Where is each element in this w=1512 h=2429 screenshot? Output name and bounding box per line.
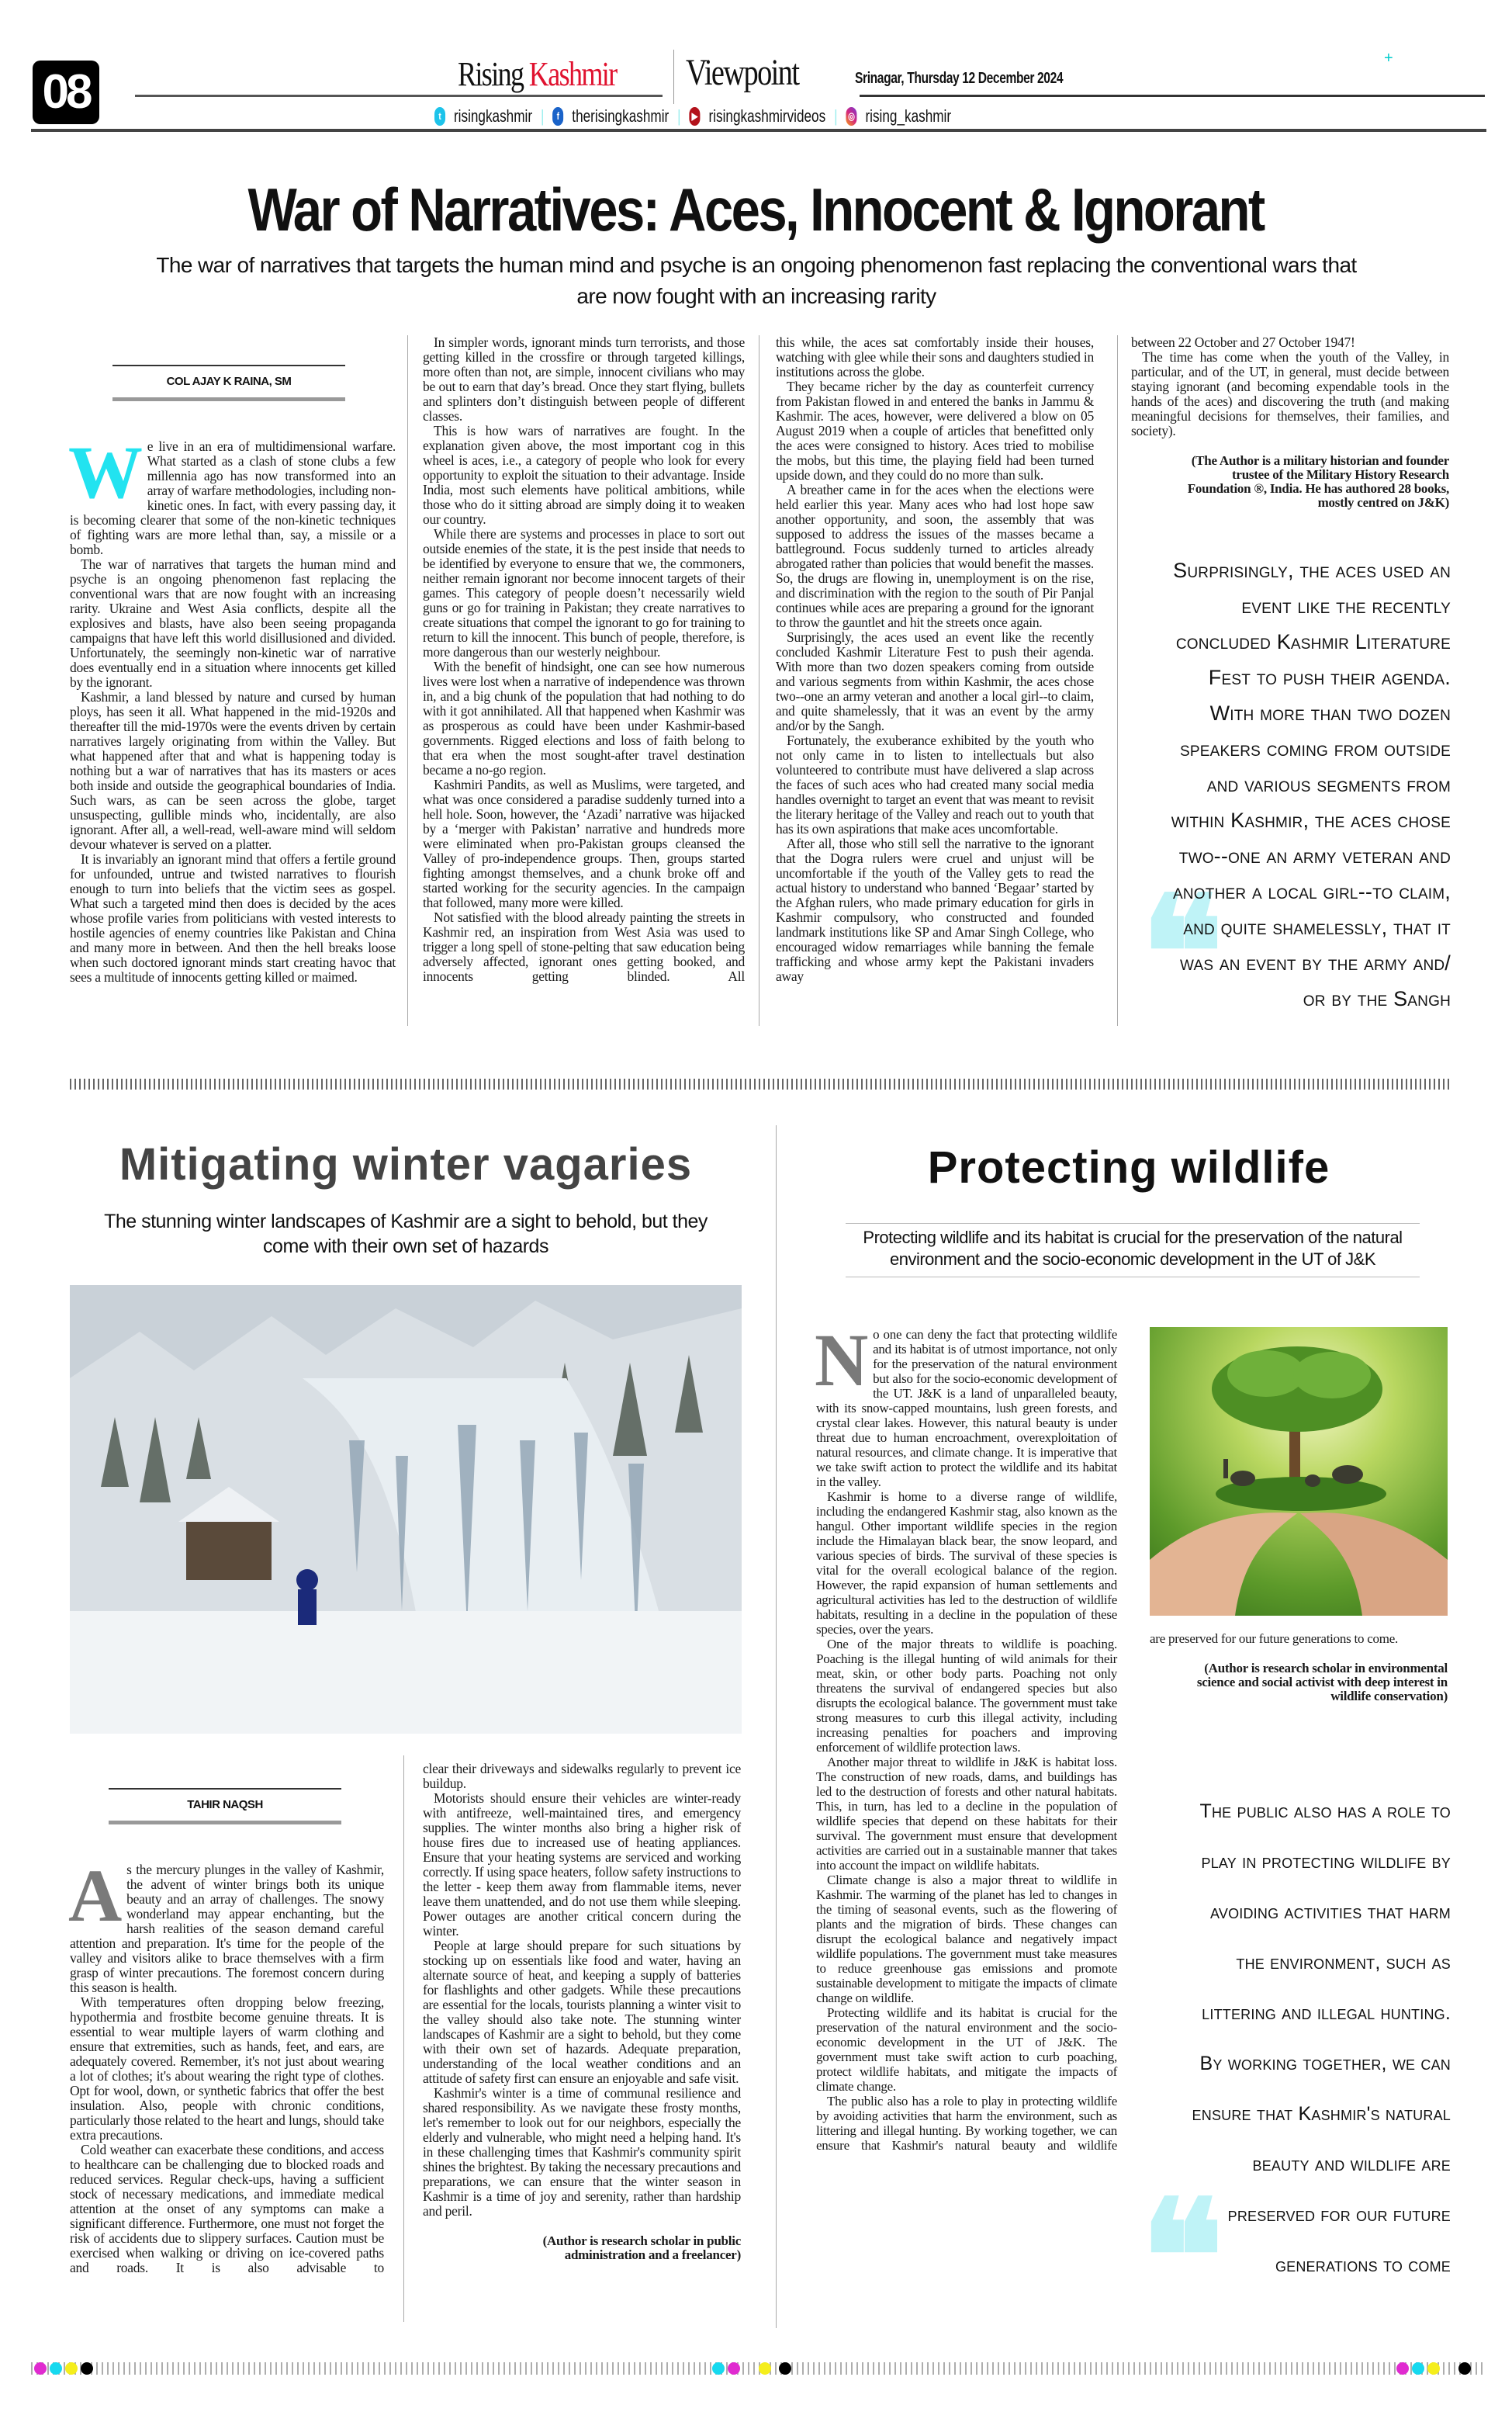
paragraph: Not satisfied with the blood already painting the streets in Kashmir red, an inspiration from West Asia was used to trigger a long spell of stone-pelting that saw education being adversely affected, ignorant ones getting booked, and innocents getting blinded. All: [423, 910, 745, 984]
page-number: 08: [33, 61, 99, 124]
registration-mark-icon: +: [1384, 50, 1393, 67]
social-handle-youtube[interactable]: risingkashmirvideos: [708, 106, 826, 126]
section-title: Viewpoint: [686, 52, 799, 93]
pull-quote-line: another a local girl--to claim,: [1172, 880, 1451, 903]
wildlife-column-1: [815, 1318, 1117, 2324]
color-swatch: [50, 2362, 62, 2375]
author-note: (Author is research scholar in environmental science and social activist with deep interest in wildlife conservation): [1196, 1661, 1448, 1703]
wildlife-column-2: [1150, 1631, 1448, 1703]
masthead-logo: [458, 51, 617, 98]
paragraph: The public also has a role to play in protecting wildlife by avoiding activities that harm the environment, such as littering and illegal hunting. By working together, we can ensure that Kashmir's natural beauty and wildlife: [816, 2094, 1117, 2153]
paragraph: are preserved for our future generations to come.: [1150, 1631, 1399, 1646]
quote-mark-icon: ❝: [1140, 2171, 1201, 2344]
paragraph: Surprisingly, the aces used an event like the recently concluded Kashmir Literature Fest to push their agenda. With more than two dozen speakers coming from outside and various segments from within Kashmir, the aces chose two--one an army veteran and another a local girl--to claim, and quite shamelessly, that it was an event by the army and/or by the Sangh.: [776, 629, 1094, 733]
paragraph: After all, those who still sell the narrative to the ignorant that the Dogra rulers were cruel and unjust will be uncomfortable if the youth of the Valley gets to read the actual history to understand who banned ‘Begaar’ started by the Afghan rulers, who made primary education for girls in Kashmir compulsory, who constructed and founded landmark institutions like SP and Amar Singh College, who encouraged widow remarriages while banning the female trafficking and whose army kept the Pakistani invaders away: [776, 836, 1094, 984]
snowy-waterfall-image: [70, 1285, 742, 1734]
header-rule: [31, 129, 1486, 132]
pull-quote-line: within Kashmir, the aces chose: [1171, 809, 1451, 832]
paragraph: It is invariably an ignorant mind that offers a fertile ground for unfounded, untrue and twisted narratives to flourish enough to turn into beliefs that the victim sees as gospel. What such a targeted mind then does is decided by the aces whose profile varies from politicians with vested interests to hostile agencies of enemy countries like Pakistan and China and many more in between. And then the hell breaks loose when such doctored ignorant minds start creating havoc that sees a multitude of innocents getting killed or maimed.: [70, 851, 396, 985]
masthead-divider: [673, 50, 674, 104]
paragraph: With the benefit of hindsight, one can see how numerous lives were lost when a narrative of independence was thrown in, and a big chunk of the population that had nothing to do with it got annihilated. All that happened when Kashmir was as prosperous as could have been under Kashmir-based governments. Rigged elections and loss of faith belong to that era when the most sought-after travel destination became a no-go region.: [423, 659, 745, 778]
color-swatch: [779, 2362, 791, 2375]
article-column-1: [68, 431, 396, 1029]
paragraph: They became richer by the day as counterfeit currency from Pakistan flowed in and entered the banks in Jammu & Kashmir. The aces, however, were delivered a blow on 05 August 2019 when a couple of articles that benefitted only the aces were consigned to history. Aces tried to mobilise the mobs, but this time, the playing field had been turned upside down, and they could do no more than sulk.: [776, 379, 1094, 483]
main-subheadline: The war of narratives that targets the human mind and psyche is an ongoing phenomenon fast replacing the conventional wars that are now fought with an increasing rarity: [156, 253, 1357, 308]
drop-cap: N: [815, 1318, 869, 1402]
pull-quote-line: and various segments from: [1206, 773, 1451, 796]
wildlife-photo: [1150, 1327, 1448, 1616]
pull-quote-line: The public also has a role to: [1199, 1800, 1451, 1822]
brand-first: Rising: [458, 55, 524, 93]
author-note: (Author is research scholar in public administration and a freelancer): [542, 2233, 741, 2262]
main-headline: [0, 172, 1512, 247]
winter-subheadline: The stunning winter landscapes of Kashmir are a sight to behold, but they come with their own set of hazards: [104, 1211, 708, 1257]
masthead-rule: [135, 95, 663, 97]
paragraph: In simpler words, ignorant minds turn terrorists, and those getting killed in the crossfire or through targeted killings, more often than not, are simple, innocent civilians who may be out to earn that day’s bread. Once they start flying, bullets and splinters don’t distinguish between people of different classes.: [423, 334, 745, 424]
color-swatch: [65, 2362, 78, 2375]
column-divider: [1117, 335, 1118, 1026]
pull-quote-line: Surprisingly, the aces used an: [1173, 559, 1451, 582]
pull-quote-line: was an event by the army and/: [1180, 951, 1451, 975]
paragraph: o one can deny the fact that protecting wildlife and its habitat is of utmost importance, not only for the preservation of the natural environment but also for the socio-economic development of the UT. J&K is a land of unparalleled beauty, with its snow-capped mountains, lush green forests, and crystal clear lakes. However, this natural beauty is under threat due to human encroachment, overexploitation of natural resources, and climate change. It is imperative that we take swift action to protect the wildlife and its habitat in the valley.: [816, 1327, 1117, 1489]
twitter-icon: t: [434, 107, 445, 126]
byline: TAHIR NAQSH: [109, 1788, 341, 1824]
paragraph: This is how wars of narratives are fought. In the explanation given above, the most important cog in this wheel is aces, i.e., a category of people who look for every opportunity to exploit the situation to their advantage. Inside India, most such elements have political ambitions, while those who do it sitting abroad are simply doing it to weaken our country.: [423, 423, 745, 527]
pull-quote-line: beauty and wildlife are: [1252, 2154, 1451, 2175]
paragraph: this while, the aces sat comfortably inside their houses, watching with glee while their sons and daughters studied in institutions across the globe.: [776, 334, 1094, 379]
paragraph: The war of narratives that targets the human mind and psyche is an ongoing phenomenon fast replacing the conventional wars that are now fought with an increasing rarity. Ukraine and West Asia conflicts, despite all the explosives and blasts, have also been seeing propaganda campaigns that have left this world disillusioned and divided. Unfortunately, the seemingly non-kinetic war of narrative does eventually end in a situation where innocents get killed by the ignorant.: [70, 556, 396, 690]
social-handle-instagram[interactable]: rising_kashmir: [865, 106, 952, 126]
paragraph: With temperatures often dropping below freezing, hypothermia and frostbite become genuine threats. It is essential to wear multiple layers of warm clothing and ensure that extremities, such as hands, feet, and ears, are adequately covered. Remember, it's not just about wearing a lot of clothes; it's about wearing the right type of clothes. Opt for wool, down, or synthetic fabrics that offer the best insulation. Also, people with chronic conditions, particularly those related to the heart and lungs, should take extra precautions.: [70, 1994, 384, 2143]
paragraph: A breather came in for the aces when the elections were held earlier this year. Many aces who had lost hope saw another opportunity, and soon, the assembly that was supposed to address the issues of the masses became a battleground. Focus suddenly turned to articles already abrogated rather than policies that would benefit the masses. So, the drugs are flowing in, unemployment is on the rise, and discrimination with the region to the south of Pir Panjal continues while aces are preparing a ground for the ignorant to throw the gauntlet and hit the streets once again.: [776, 482, 1094, 630]
brand-second: Kashmir: [528, 55, 617, 93]
paragraph: s the mercury plunges in the valley of Kashmir, the advent of winter brings both its unique beauty and an array of challenges. The snowy wonderland may appear enchanting, but the harsh realities of the season demand careful attention and preparation. It's time for the people of the valley and visitors alike to brace themselves with a firm grasp of winter precautions. The foremost concern during this season is health.: [70, 1862, 384, 1995]
wildlife-headline: Protecting wildlife: [927, 1142, 1330, 1193]
instagram-icon: ◎: [846, 107, 856, 126]
pull-quote-line: preserved for our future: [1227, 2204, 1451, 2226]
winter-photo: [70, 1285, 742, 1734]
paragraph: While there are systems and processes in place to sort out outside enemies of the state, it is the pest inside that needs to be identified by everyone to ensure that we, the commoners, neither remain ignorant nor become innocent targets of their games. This category of people doesn’t necessarily wield guns or go for training in Pakistan; they create narratives to create situations that compel the ignorant to go for training to return to kill the innocent. This bunch of people, therefore, is more dangerous than our westerly neighbour.: [423, 526, 745, 660]
paragraph: The time has come when the youth of the Valley, in particular, and of the UT, in general, must decide between staying ignorant (and becoming expendable tools in the hands of the aces) and discovering the truth (and making meaningful decisions for themselves, their families, and society).: [1131, 349, 1449, 438]
drop-cap: A: [68, 1854, 123, 1937]
winter-column-1: [68, 1854, 384, 2320]
byline: COL AJAY K RAINA, SM: [112, 365, 345, 401]
hands-holding-nature-image: [1150, 1327, 1448, 1616]
youtube-icon: ▶: [690, 107, 701, 126]
facebook-icon: f: [552, 107, 563, 126]
divider: |: [540, 106, 545, 126]
pull-quote-line: concluded Kashmir Literature: [1175, 630, 1451, 653]
paragraph: between 22 October and 27 October 1947!: [1131, 334, 1355, 350]
social-handle-facebook[interactable]: therisingkashmir: [572, 106, 670, 126]
color-swatch: [1427, 2362, 1440, 2375]
quote-mark-icon: ❝: [1140, 868, 1201, 1041]
pull-quote-line: the environment, such as: [1236, 1952, 1451, 1973]
color-swatch: [759, 2362, 771, 2375]
paragraph: Motorists should ensure their vehicles are winter-ready with antifreeze, well-maintained tires, and emergency supplies. The winter months also bring a higher risk of house fires due to increased use of heating appliances. Ensure that your heating systems are serviced and working correctly. If using space heaters, follow safety instructions to the letter - keep them away from flammable items, never leave them unattended, and do not use them while sleeping. Power outages are another critical concern during the winter.: [423, 1790, 741, 1939]
divider: |: [677, 106, 681, 126]
paragraph: Another major threat to wildlife in J&K is habitat loss. The construction of new roads, dams, and buildings has led to the destruction of forests and other natural habitats. This, in turn, has led to a decline in the population of wildlife species that depend on these habitats for their survival. The government must ensure that development activities are carried out in a sustainable manner that takes into account the impact on wildlife habitats.: [816, 1755, 1117, 1873]
pull-quote-line: and quite shamelessly, that it: [1183, 916, 1451, 939]
paragraph: Protecting wildlife and its habitat is crucial for the preservation of the natural environment and the socio-economic development in the UT of J&K. The government must take swift action to curb poaching, protect wildlife habitats, and mitigate the impacts of climate change.: [816, 2005, 1117, 2094]
pull-quote-line: event like the recently: [1241, 594, 1451, 618]
paragraph: Kashmir's winter is a time of communal resilience and shared responsibility. As we navigate these frosty months, let's remember to look out for our neighbors, especially the elderly and vulnerable, who might need a helping hand. It's in these challenging times that Kashmir's community spirit shines the brightest. By taking the necessary precautions and preparations, we can ensure that the winter season in Kashmir is a time of joy and serenity, rather than hardship and peril.: [423, 2085, 741, 2219]
pull-quote-line: Fest to push their agenda.: [1208, 666, 1451, 689]
pull-quote-line: littering and illegal hunting.: [1202, 2002, 1451, 2024]
section-divider: [776, 1125, 777, 2328]
color-swatch: [81, 2362, 93, 2375]
headline-text: War of Narratives: Aces, Innocent & Ignorant: [247, 175, 1265, 244]
masthead-rule: [860, 95, 1485, 97]
paragraph: Cold weather can exacerbate these conditions, and access to healthcare can be challenging due to blocked roads and reduced services. Regular check-ups, having a sufficient stock of necessary medications, and immediate medical attention at the onset of any symptoms can make a significant difference. Furthermore, one must not forget the risk of accidents due to slippery surfaces. Caution must be exercised when walking or driving on ice-covered paths and roads. It is also advisable to: [70, 2142, 384, 2275]
author-note: (The Author is a military historian and founder trustee of the Military History Research Foundation ®, India. He has authored 28 books, mostly centred on J&K): [1187, 453, 1449, 510]
article-column-4: [1131, 335, 1449, 510]
winter-headline: Mitigating winter vagaries: [119, 1139, 693, 1190]
pull-quote-line: or by the Sangh: [1303, 987, 1451, 1010]
color-swatch: [728, 2362, 740, 2375]
article-column-2: [423, 335, 745, 1026]
article-column-3: [776, 335, 1094, 1026]
color-swatch: [34, 2362, 47, 2375]
paragraph: Kashmir is home to a diverse range of wildlife, including the endangered Kashmir stag, also known as the hangul. Other important wildlife species in the region include the Himalayan black bear, the snow leopard, and various species of birds. The survival of these species is vital for the overall ecological balance of the region. However, the rapid expansion of human settlements and agricultural activities has led to the destruction of wildlife habitats, resulting in a decline in the population of these species, over the years.: [816, 1489, 1117, 1637]
color-swatch: [1412, 2362, 1424, 2375]
paragraph: Kashmiri Pandits, as well as Muslims, were targeted, and what was once considered a paradise suddenly turned into a hell hole. Soon, however, the ‘Azadi’ narrative was hijacked by a ‘merger with Pakistan’ narrative and hundreds more were eliminated when pro-Pakistan groups cleansed the Valley of pro-independence groups. Then, groups started fighting amongst themselves, and a chunk broke off and started working for the security agencies. In the campaign that followed, many more were killed.: [423, 777, 745, 910]
paragraph: People at large should prepare for such situations by stocking up on essentials like food and water, having an alternate source of heat, and keeping a supply of batteries for flashlights and other gadgets. While these precautions are essential for the locals, tourists planning a winter visit to the valley should also take note. The stunning winter landscapes of Kashmir are a sight to behold, but they come with their own set of hazards. Adequate preparation, understanding of the local weather conditions and an attitude of safety first can ensure an enjoyable and safe visit.: [423, 1938, 741, 2086]
color-swatch: [1396, 2362, 1409, 2375]
social-links: [434, 106, 951, 127]
paragraph: One of the major threats to wildlife is poaching. Poaching is the illegal hunting of wild animals for their meat, skin, or other body parts. Poaching not only threatens the survival of endangered species but also disrupts the ecological balance. The government must take strong measures to curb this illegal activity, including increasing penalties for poachers and improving enforcement of wildlife protection laws.: [816, 1637, 1117, 1755]
winter-column-2: [423, 1762, 741, 2262]
color-swatch: [1458, 2362, 1471, 2375]
paragraph: Fortunately, the exuberance exhibited by the youth who not only came in to listen to intellectuals but also volunteered to contribute must have delivered a slap across the faces of such aces who had created many social media handles overnight to target an event that was meant to revisit the literary heritage of the Valley and reach out to youth that has its own aspirations that make aces uncomfortable.: [776, 733, 1094, 837]
column-divider: [407, 335, 408, 1026]
pull-quote-line: ensure that Kashmir's natural: [1192, 2103, 1451, 2125]
dateline: Srinagar, Thursday 12 December 2024: [855, 70, 1064, 87]
social-handle-twitter[interactable]: risingkashmir: [453, 106, 533, 126]
pull-quote-line: By working together, we can: [1199, 2053, 1451, 2074]
pull-quote-line: With more than two dozen: [1209, 702, 1451, 725]
paragraph: e live in an era of multidimensional warfare. What started as a clash of stone clubs a few millennia ago has now transformed into an array of warfare methodologies, including non-kinetic ones. In fact, with every passing day, it is becoming clearer that some of the non-kinetic techniques of fighting wars are more lethal than, say, a missile or a bomb.: [70, 438, 396, 557]
pull-quote: [1133, 553, 1451, 1041]
pull-quote-line: two--one an army veteran and: [1178, 844, 1451, 868]
section-separator: [70, 1079, 1451, 1090]
pull-quote-line: play in protecting wildlife by: [1201, 1851, 1451, 1873]
color-swatch: [712, 2362, 725, 2375]
paragraph: clear their driveways and sidewalks regularly to prevent ice buildup.: [423, 1761, 741, 1791]
pull-quote-line: avoiding activities that harm: [1210, 1901, 1451, 1923]
paragraph: Kashmir, a land blessed by nature and cursed by human ploys, has seen it all. What happened in the mid-1920s and thereafter till the mid-1970s were the events driven by certain narratives largely originating from within the Valley. But what happened after that and what is happening today is nothing but a war of narratives that has its masters or aces both inside and outside the geographical boundaries of India. Such wars, as can be seen across the globe, target unsuspecting, gullible minds who, incidentally, are also ignorant. After all, a well-read, well-aware mind will seldom devour whatever is served on a platter.: [70, 689, 396, 852]
pull-quote-line: speakers coming from outside: [1179, 737, 1451, 761]
paragraph: Climate change is also a major threat to wildlife in Kashmir. The warming of the planet has led to changes in the timing of seasonal events, such as the flowering of plants and the migration of birds. These changes can disrupt the ecological balance and negatively impact wildlife populations. The government must take measures to reduce greenhouse gas emissions and promote sustainable development to mitigate the impacts of climate change on wildlife.: [816, 1873, 1117, 2005]
drop-cap: W: [68, 431, 143, 514]
pull-quote-line: generations to come: [1275, 2254, 1451, 2276]
column-divider: [403, 1755, 404, 2322]
divider: |: [834, 106, 838, 126]
wildlife-subheadline: Protecting wildlife and its habitat is crucial for the preservation of the natural environment and the socio-economic development in the UT of J&K: [846, 1223, 1420, 1277]
